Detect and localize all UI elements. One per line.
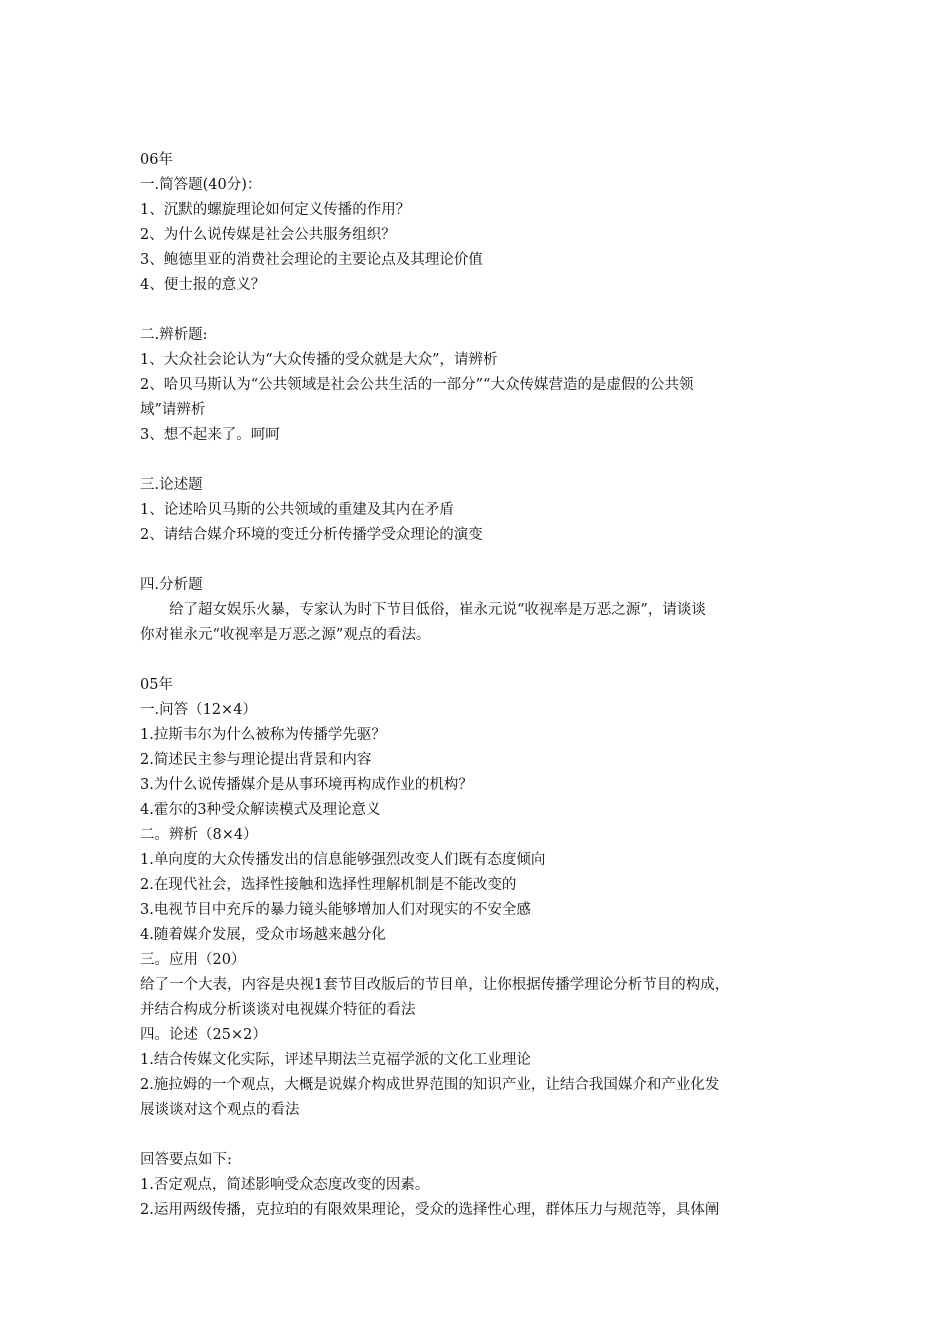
text-line: 1.结合传媒文化实际，评述早期法兰克福学派的文化工业理论 [140,1052,531,1068]
text-line: 给了超女娱乐火暴，专家认为时下节目低俗，崔永元说“收视率是万恶之源”，请谈谈 [169,602,706,618]
text-line: 四.分析题 [140,577,203,593]
text-line: 2.运用两级传播，克拉珀的有限效果理论，受众的选择性心理，群体压力与规范等，具体阐 [140,1202,720,1218]
text-line: 2.简述民主参与理论提出背景和内容 [140,752,372,768]
blank-line [140,298,820,323]
text-line: 05年 [140,677,173,693]
text-line: 2、为什么说传媒是社会公共服务组织？ [140,227,396,243]
text-line: 并结合构成分析谈谈对电视媒介特征的看法 [140,1002,416,1018]
text-line: 域”请辨析 [140,402,206,418]
text-line: 1、论述哈贝马斯的公共领域的重建及其内在矛盾 [140,502,454,518]
text-line: 1、大众社会论认为“大众传播的受众就是大众”，请辨析 [140,352,498,368]
text-line: 3、想不起来了。呵呵 [140,427,280,443]
text-line: 1.否定观点，简述影响受众态度改变的因素。 [140,1177,430,1193]
text-line: 三.论述题 [140,477,203,493]
text-line: 2.施拉姆的一个观点，大概是说媒介构成世界范围的知识产业，让结合我国媒介和产业化发 [140,1077,720,1093]
text-line: 3.为什么说传播媒介是从事环境再构成作业的机构？ [140,777,473,793]
text-line: 一.问答（12×4） [140,702,257,718]
text-line: 2、请结合媒介环境的变迁分析传播学受众理论的演变 [140,527,483,543]
text-line: 回答要点如下: [140,1152,232,1168]
text-line: 1.单向度的大众传播发出的信息能够强烈改变人们既有态度倾向 [140,852,546,868]
blank-line [140,448,820,473]
blank-line [140,548,820,573]
text-line: 二.辨析题: [140,327,208,343]
text-line: 2.在现代社会，选择性接触和选择性理解机制是不能改变的 [140,877,517,893]
text-line: 展谈谈对这个观点的看法 [140,1102,300,1118]
text-line: 1、沉默的螺旋理论如何定义传播的作用？ [140,202,411,218]
text-line: 4.随着媒介发展，受众市场越来越分化 [140,927,386,943]
blank-line [140,648,820,673]
text-line: 给了一个大表，内容是央视1套节目改版后的节目单，让你根据传播学理论分析节目的构成， [140,977,730,993]
text-line: 4.霍尔的3种受众解读模式及理论意义 [140,802,381,818]
text-line: 1.拉斯韦尔为什么被称为传播学先驱？ [140,727,386,743]
blank-line [140,1123,820,1148]
text-line: 三。应用（20） [140,952,246,968]
text-line: 4、便士报的意义？ [140,277,266,293]
text-line: 一.简答题(40分)： [140,177,262,193]
text-line: 3、鲍德里亚的消费社会理论的主要论点及其理论价值 [140,252,483,268]
text-line: 3.电视节目中充斥的暴力镜头能够增加人们对现实的不安全感 [140,902,531,918]
text-line: 2、哈贝马斯认为“公共领域是社会公共生活的一部分”“大众传媒营造的是虚假的公共领 [140,377,694,393]
document-body [140,148,820,1223]
text-line: 你对崔永元“收视率是万恶之源”观点的看法。 [140,627,431,643]
text-line: 二。辨析（8×4） [140,827,258,843]
text-line: 四。论述（25×2） [140,1027,267,1043]
text-line: 06年 [140,152,173,168]
